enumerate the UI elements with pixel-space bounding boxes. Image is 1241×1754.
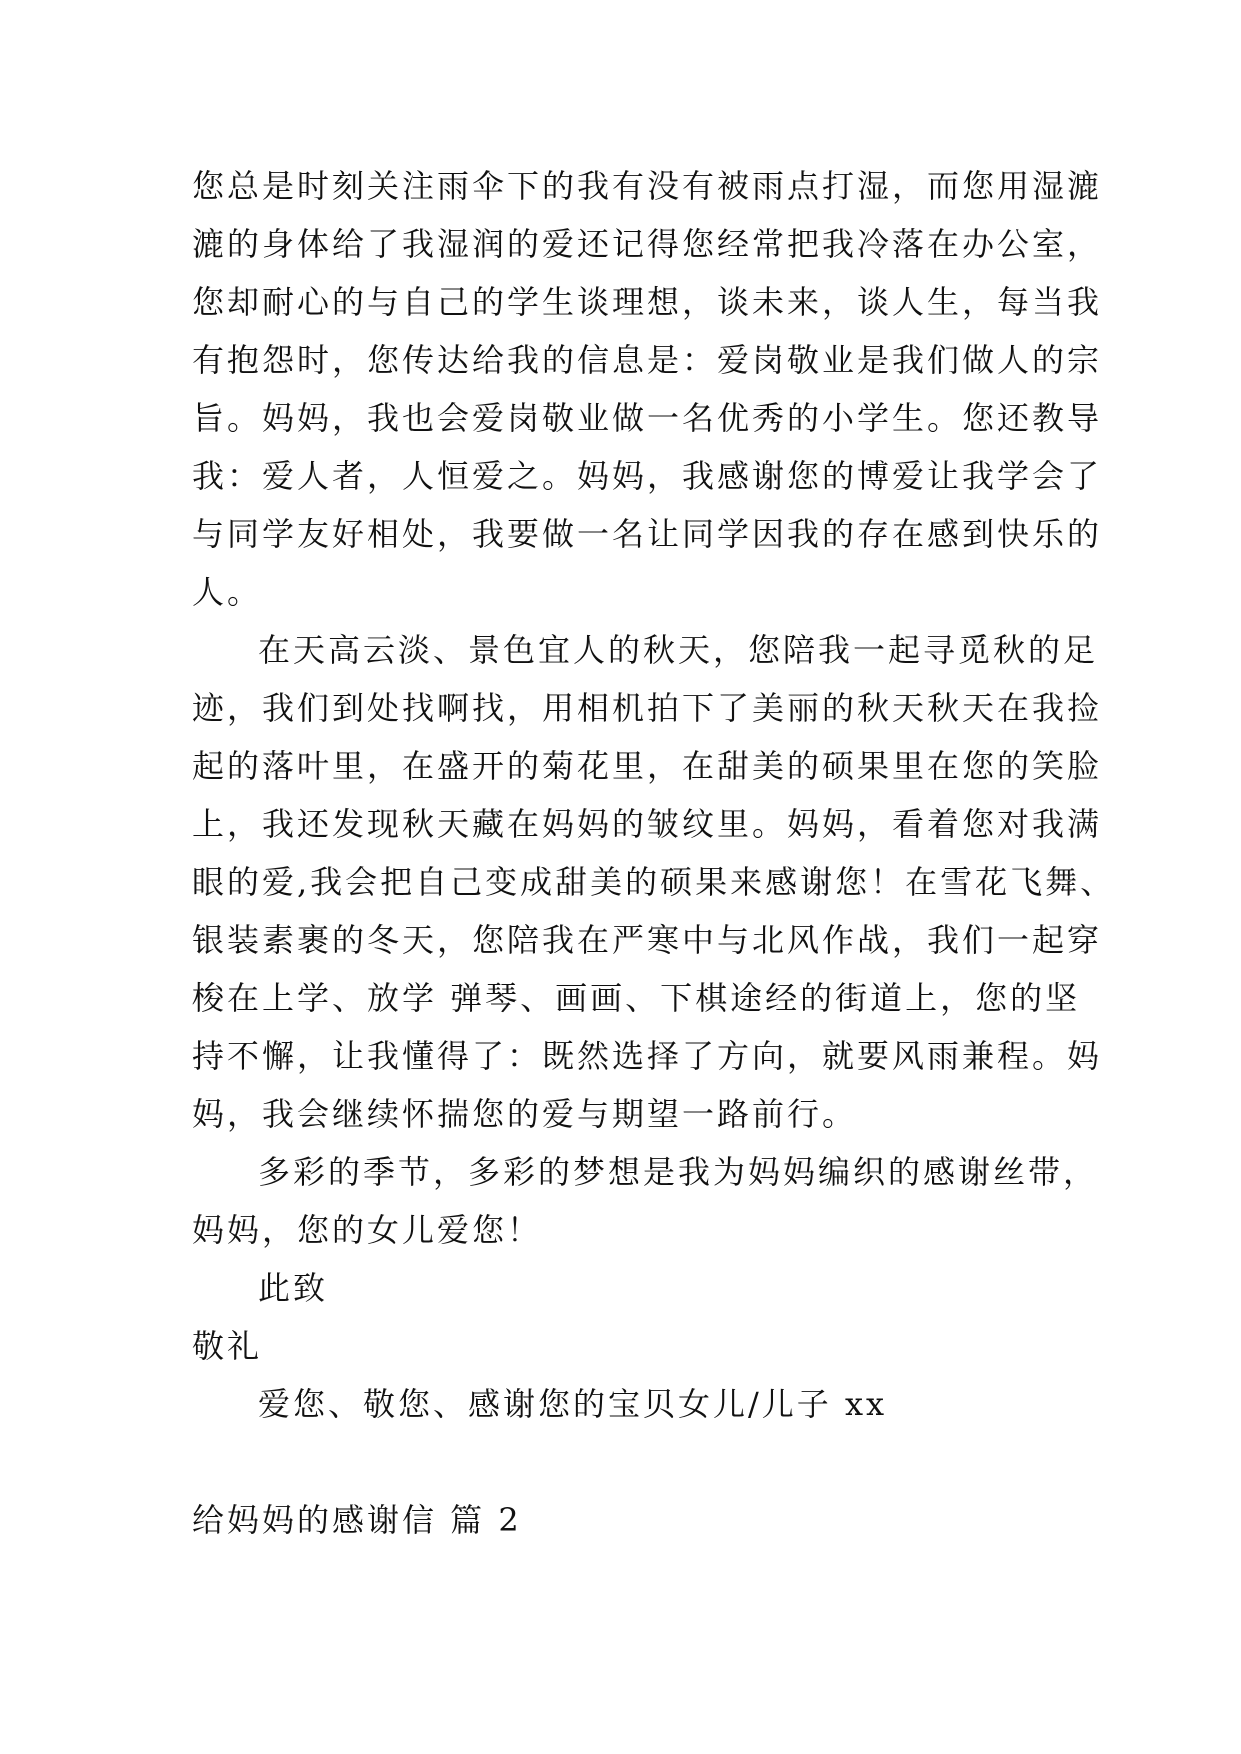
- paragraph-3-line-1: 多彩的季节，多彩的梦想是我为妈妈编织的感谢丝带，: [258, 1153, 1099, 1191]
- closing-regards: 敬礼: [192, 1327, 263, 1365]
- paragraph-1-line-2: 漉的身体给了我湿润的爱还记得您经常把我冷落在办公室，: [192, 225, 1103, 263]
- next-letter-title: 给妈妈的感谢信 篇 2: [192, 1501, 522, 1539]
- paragraph-2-line-8: 持不懈，让我懂得了：既然选择了方向，就要风雨兼程。妈: [192, 1037, 1103, 1075]
- closing-signature: 爱您、敬您、感谢您的宝贝女儿/儿子 xx: [258, 1385, 888, 1423]
- paragraph-2-line-5: 眼的爱,我会把自己变成甜美的硕果来感谢您！在雪花飞舞、: [192, 863, 1116, 901]
- paragraph-1-line-3: 您却耐心的与自己的学生谈理想，谈未来，谈人生，每当我: [192, 283, 1103, 321]
- paragraph-1-line-4: 有抱怨时，您传达给我的信息是：爱岗敬业是我们做人的宗: [192, 341, 1103, 379]
- paragraph-1-line-6: 我：爱人者，人恒爱之。妈妈，我感谢您的博爱让我学会了: [192, 457, 1103, 495]
- paragraph-1-line-7: 与同学友好相处，我要做一名让同学因我的存在感到快乐的: [192, 515, 1103, 553]
- paragraph-2-line-7: 梭在上学、放学 弹琴、画画、下棋途经的街道上，您的坚: [192, 979, 1081, 1017]
- paragraph-2-line-4: 上，我还发现秋天藏在妈妈的皱纹里。妈妈，看着您对我满: [192, 805, 1103, 843]
- paragraph-1-line-1: 您总是时刻关注雨伞下的我有没有被雨点打湿，而您用湿漉: [192, 167, 1103, 205]
- paragraph-2-line-1: 在天高云淡、景色宜人的秋天，您陪我一起寻觅秋的足: [258, 631, 1099, 669]
- paragraph-2-line-3: 起的落叶里，在盛开的菊花里，在甜美的硕果里在您的笑脸: [192, 747, 1103, 785]
- paragraph-2-line-9: 妈，我会继续怀揣您的爱与期望一路前行。: [192, 1095, 858, 1133]
- paragraph-2-line-2: 迹，我们到处找啊找，用相机拍下了美丽的秋天秋天在我捡: [192, 689, 1103, 727]
- paragraph-2-line-6: 银装素裹的冬天，您陪我在严寒中与北风作战，我们一起穿: [192, 921, 1103, 959]
- paragraph-3-line-2: 妈妈，您的女儿爱您！: [192, 1211, 543, 1249]
- paragraph-1-line-8: 人。: [192, 573, 263, 611]
- closing-salutation: 此致: [258, 1269, 329, 1307]
- paragraph-1-line-5: 旨。妈妈，我也会爱岗敬业做一名优秀的小学生。您还教导: [192, 399, 1103, 437]
